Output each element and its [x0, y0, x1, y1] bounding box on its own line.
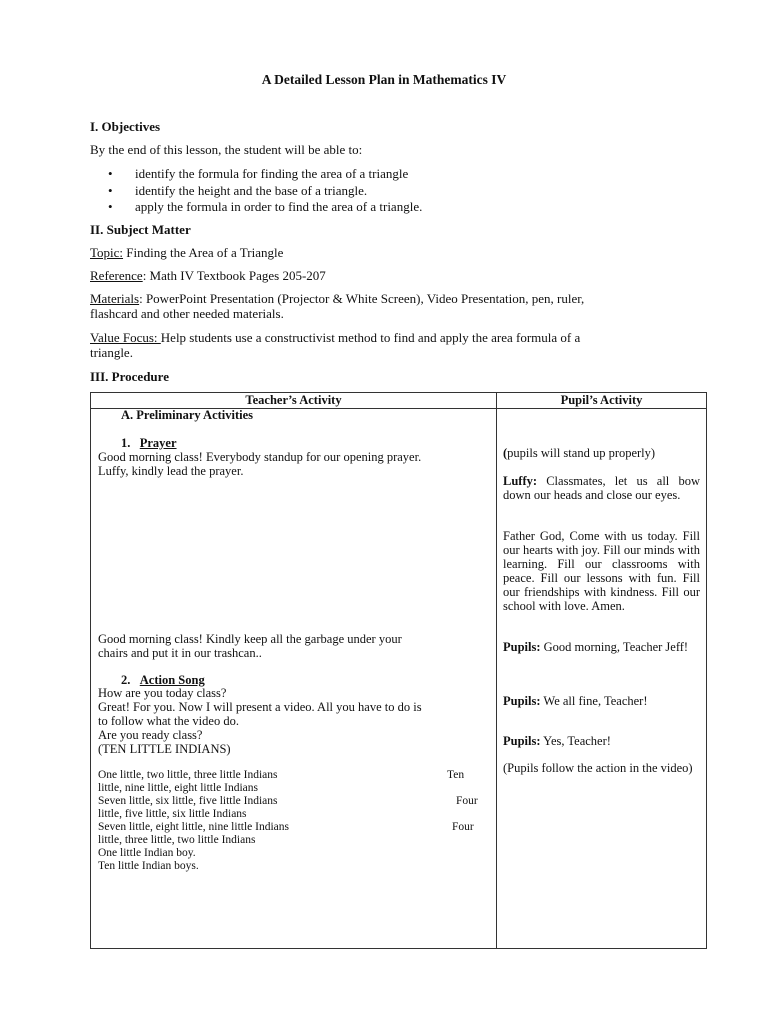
- song-lyric-line: One little Indian boy.: [98, 847, 196, 859]
- teacher-song-intro: How are you today class?: [98, 686, 227, 700]
- pupil-stand-response: (pupils will stand up properly): [503, 446, 656, 460]
- song-lyric-line: Seven little, six little, five little Indians: [98, 795, 278, 807]
- speaker-label: Luffy:: [503, 474, 538, 488]
- teacher-prayer-line: Luffy, kindly lead the prayer.: [98, 464, 244, 478]
- bullet-icon: •: [108, 166, 113, 181]
- teacher-garbage-line: chairs and put it in our trashcan..: [98, 646, 262, 660]
- song-lyric-word: Four: [452, 821, 474, 833]
- action-song-heading: 2. Action Song: [121, 673, 205, 687]
- materials-line: Materials: PowerPoint Presentation (Projector & White Screen), Video Presentation, pen, ruler,: [90, 291, 585, 306]
- pupils-follow-response: (Pupils follow the action in the video): [503, 761, 693, 775]
- topic-label: Topic:: [90, 245, 124, 260]
- topic-line: [90, 245, 283, 261]
- reference-value: : Math IV Textbook Pages 205-207: [142, 268, 326, 283]
- column-divider: [496, 393, 497, 948]
- document-title: A Detailed Lesson Plan in Mathematics IV: [261, 72, 507, 87]
- procedure-table: [90, 392, 707, 949]
- teacher-activity-header: Teacher’s Activity: [245, 393, 342, 407]
- procedure-heading: III. Procedure: [90, 369, 169, 384]
- value-focus-line: Value Focus: Help students use a constructivist method to find and apply the area formula of a: [90, 330, 581, 345]
- pupils-greeting-response: Pupils: Good morning, Teacher Jeff!: [503, 640, 689, 654]
- value-focus-line-2: triangle.: [90, 345, 133, 360]
- song-lyric-line: One little, two little, three little Indians: [98, 769, 278, 781]
- topic-value: Finding the Area of a Triangle: [123, 245, 284, 260]
- song-lyric-word: Four: [456, 795, 478, 807]
- teacher-song-intro: Great! For you. Now I will present a video. All you have to do is: [98, 700, 422, 714]
- objectives-list: [108, 166, 422, 216]
- reference-line: [90, 268, 326, 284]
- objective-item: • apply the formula in order to find the area of a triangle.: [108, 199, 423, 214]
- speaker-label: Pupils:: [503, 734, 541, 748]
- song-lyric-line: Ten little Indian boys.: [98, 860, 199, 872]
- prayer-heading: 1. Prayer: [121, 436, 177, 450]
- teacher-prayer-line: Good morning class! Everybody standup for our opening prayer.: [98, 450, 422, 464]
- teacher-song-intro: to follow what the video do.: [98, 714, 239, 728]
- bullet-icon: •: [108, 182, 113, 198]
- objectives-intro: By the end of this lesson, the student will be able to:: [90, 142, 363, 157]
- value-focus-label: Value Focus:: [90, 330, 161, 345]
- prayer-text: Father God, Come with us today. Fill our hearts with joy. Fill our minds with learning. Fill our classrooms with peace. Fill our lessons with fun. Fill our friendships with kindness. Fill our school with love. Amen.: [503, 529, 700, 613]
- teacher-garbage-line: Good morning class! Kindly keep all the garbage under your: [98, 632, 402, 646]
- subject-matter-heading: II. Subject Matter: [90, 222, 191, 237]
- bullet-icon: •: [108, 199, 113, 214]
- pupils-yes-response: Pupils: Yes, Teacher!: [503, 734, 611, 748]
- objective-item: • identify the height and the base of a triangle.: [108, 182, 368, 198]
- song-lyric-word: Ten: [447, 769, 465, 781]
- materials-label: Materials: [90, 291, 140, 306]
- song-lyric-line: little, five little, six little Indians: [98, 808, 247, 820]
- song-title: (TEN LITTLE INDIANS): [98, 742, 231, 756]
- teacher-song-intro: Are you ready class?: [98, 728, 203, 742]
- song-lyric-line: little, nine little, eight little Indians: [98, 782, 259, 794]
- materials-line-2: flashcard and other needed materials.: [90, 306, 284, 321]
- reference-label: Reference: [90, 268, 143, 283]
- luffy-response: Luffy: Classmates, let us all bow down our heads and close our eyes.: [503, 474, 700, 502]
- pupil-activity-header: Pupil’s Activity: [560, 393, 643, 407]
- speaker-label: Pupils:: [503, 694, 541, 708]
- pupils-fine-response: Pupils: We all fine, Teacher!: [503, 694, 648, 708]
- objective-item: • identify the formula for finding the area of a triangle: [108, 166, 409, 181]
- preliminary-activities-heading: A. Preliminary Activities: [121, 408, 254, 422]
- song-lyric-line: Seven little, eight little, nine little Indians: [98, 821, 289, 833]
- objectives-heading: I. Objectives: [90, 119, 161, 134]
- speaker-label: Pupils:: [503, 640, 541, 654]
- song-lyric-line: little, three little, two little Indians: [98, 834, 256, 846]
